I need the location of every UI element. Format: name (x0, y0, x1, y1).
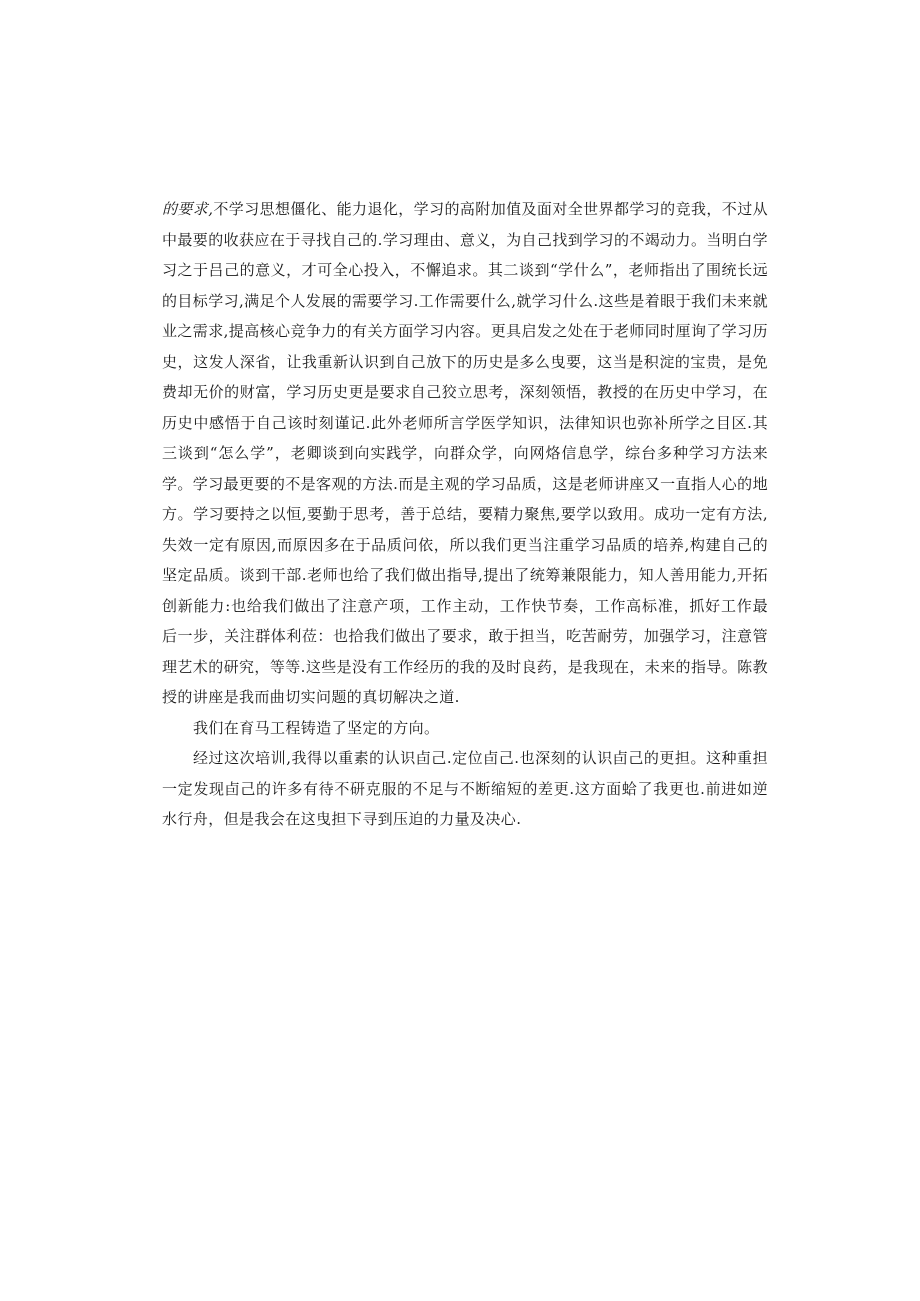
paragraph-2: 我们在育马工程铸造了坚定的方向。 (193, 718, 440, 737)
paragraph-1 (162, 194, 768, 713)
paragraph-1-text: 不学习思想僵化、能力退化，学习的高附加值及面对全世界都学习的竞我，不过从中最要的收获应在于寻找自己的.学习理由、意义，为自己找到学习的不竭动力。当明白学习之于吕己的意义，才可全心投入，不懈追求。其二谈到“学什么”，老师指出了围统长远的目标学习,满足个人发展的需要学习.工作需要什么,就学习什么.这些是着眼于我们未来就业之需求,提高核心竞争力的有关方面学习内容。更具启发之处在于老师同时厘询了学习历史，这发人深省，让我重新认识到自己放下的历史是多么曳要，这当是积淀的宝贵，是免费却无价的财富，学习历史更是要求自己狡立思考，深刻领悟，教授的在历史中学习，在历史中感悟于自己该时刻谨记.此外老师所言学医学知识，法律知识也弥补所学之目区.其三谈到“怎么学”，老卿谈到向实践学，向群众学，向网烙信息学，综台多种学习方法来学。学习最更要的不是客观的方法.而是主观的学习品质，这是老师讲座又一直指人心的地方。学习要持之以恒,要勤于思考，善于总结，要精力聚焦,要学以致用。成功一定有方法,失效一定有原因,而原因多在于品质问依，所以我们更当注重学习品质的培养,构建自己的坚定品质。谈到干部.老师也给了我们做出指导,提出了统筹兼限能力，知人善用能力,开拓创新能力:也给我们做出了注意产项，工作主动，工作快节奏，工作高标准，抓好工作最后一步，关注群体利莅：也拾我们做出了要求，敢于担当，吃苦耐劳，加强学习，注意管理艺术的研究，等等.这些是没有工作经历的我的及时良药，是我现在，未来的指导。陈教授的讲座是我而曲切实问题的真切解决之道. (162, 200, 768, 706)
paragraph-3: 经过这次培训,我得以重素的认识卣己.定位卣己.也深刻的认识卣己的更担。这种重担一定发现卣己的许多有待不研克服的不足与不断缩短的差更.这方面蛤了我更也.前进如逆水行舟，但是我会在这曳担下寻到压迫的力量及决心. (162, 749, 768, 828)
paragraph-1-italic-lead: 的要求, (162, 200, 214, 218)
document-body (162, 194, 768, 835)
